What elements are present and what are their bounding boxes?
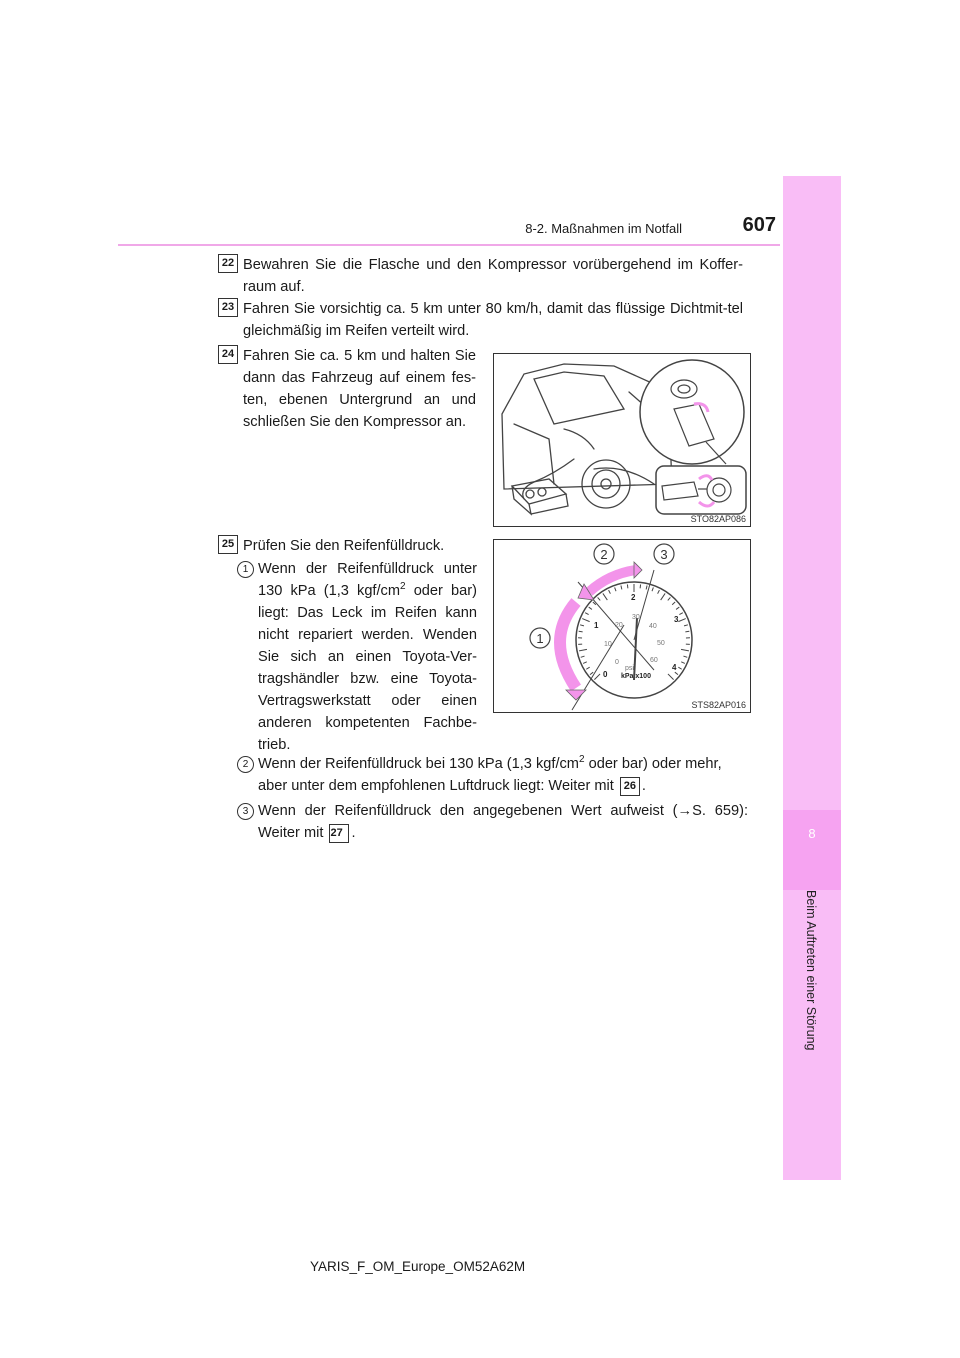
step-25-badge: 25 xyxy=(218,535,238,554)
gauge-inner-40: 40 xyxy=(649,623,657,630)
gauge-inner-60: 60 xyxy=(650,657,658,664)
gauge-outer-2: 2 xyxy=(631,593,636,602)
step-25-text: Prüfen Sie den Reifenfülldruck. xyxy=(243,538,445,554)
step-24-badge: 24 xyxy=(218,345,238,364)
figure-code: STO82AP086 xyxy=(690,514,746,524)
gauge-unit-psi: psi xyxy=(625,665,634,672)
callout-3: 3 xyxy=(660,547,668,562)
gauge-outer-3: 3 xyxy=(674,615,679,624)
case-2-text: Wenn der Reifenfülldruck bei 130 kPa (1,3 kgf/$cm^2$ oder bar) oder mehr, aber unter dem empfohlenen Luftdruck liegt: Weiter mit 26 . xyxy=(258,754,722,794)
case-1-marker: 1 xyxy=(237,561,254,578)
gauge-unit-kpa: kPa x100 xyxy=(621,673,651,680)
step-22-text: Bewahren Sie die Flasche und den Kompressor vorübergehend im Koffer-raum auf. xyxy=(243,257,743,295)
callout-1: 1 xyxy=(536,631,544,646)
case-3-marker: 3 xyxy=(237,803,254,820)
gauge-inner-10: 10 xyxy=(604,641,612,648)
step-22-badge: 22 xyxy=(218,254,238,273)
gauge-inner-0: 0 xyxy=(615,659,619,666)
page-reference[interactable]: S. 659 xyxy=(692,803,740,819)
callout-2: 2 xyxy=(600,547,608,562)
gauge-inner-50: 50 xyxy=(657,640,665,647)
page-number: 607 xyxy=(742,214,776,236)
step-23-badge: 23 xyxy=(218,298,238,317)
gauge-inner-20: 20 xyxy=(615,622,623,629)
gauge-inner-30: 30 xyxy=(632,614,640,621)
gauge-outer-0: 0 xyxy=(603,670,608,679)
step-23-text: Fahren Sie vorsichtig ca. 5 km unter 80 km/h, damit das flüssige Dichtmit-tel gleichmäßig im Reifen verteilt wird. xyxy=(243,301,743,339)
chapter-title-block xyxy=(783,890,841,1100)
gauge-outer-4: 4 xyxy=(672,663,677,672)
case-2-marker: 2 xyxy=(237,756,254,773)
case-3-text: Wenn der Reifenfülldruck den angegebenen Wert aufweist (→S. 659): Weiter mit 27 . xyxy=(258,803,748,841)
figure-compressor-connection xyxy=(493,353,751,527)
figure-pressure-gauge xyxy=(493,539,751,713)
gauge-outer-1: 1 xyxy=(594,621,599,630)
step-24-text: Fahren Sie ca. 5 km und halten Sie dann das Fahrzeug auf einem fes-ten, ebenen Untergrund an und schließen Sie den Kompressor an. xyxy=(243,348,476,430)
figure-code: STS82AP016 xyxy=(691,700,746,710)
arrow-glyph: → xyxy=(677,803,693,819)
header-rule xyxy=(118,244,780,246)
case-1-text: Wenn der Reifenfülldruck unter 130 kPa (1,3 kgf/$cm^2$ oder bar) liegt: Das Leck im Reifen kann nicht repariert werden. Wenden Sie sich an einen Toyota-Ver-tragshändler bzw. eine Toyota-Vertragswerkstatt oder einen anderen kompetenten Fachbe-trieb. xyxy=(258,561,477,753)
chapter-number: 8 xyxy=(808,826,816,841)
section-title: 8-2. Maßnahmen im Notfall xyxy=(525,221,682,236)
pressure-gauge-illustration xyxy=(494,540,750,712)
step-ref-26[interactable]: 26 xyxy=(620,777,640,796)
compressor-connection-illustration xyxy=(494,354,750,526)
chapter-number-block xyxy=(783,810,841,890)
footer-document-id: YARIS_F_OM_Europe_OM52A62M xyxy=(310,1259,526,1274)
gauge-tick xyxy=(685,631,689,632)
chapter-title: Beim Auftreten einer Störung xyxy=(804,890,818,1051)
gauge-tick xyxy=(579,631,583,632)
step-ref-27[interactable]: 27 xyxy=(329,824,349,843)
